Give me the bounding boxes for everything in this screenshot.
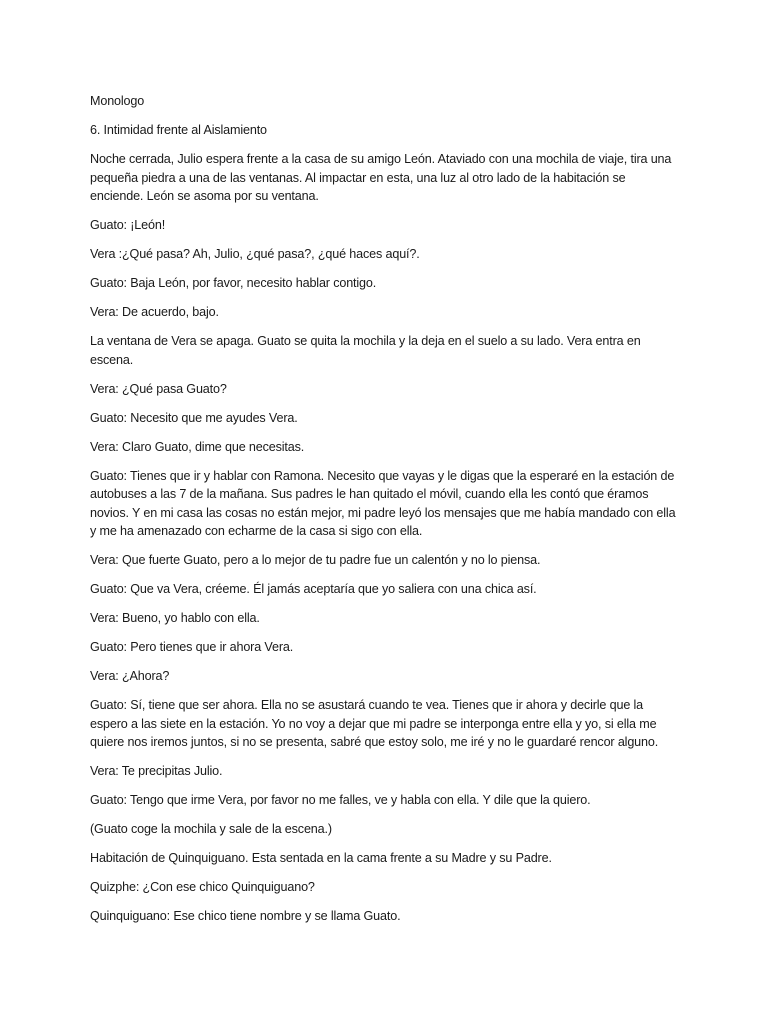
paragraph: Guato: Que va Vera, créeme. Él jamás aceptaría que yo saliera con una chica así. <box>90 582 537 596</box>
paragraph: Vera: ¿Ahora? <box>90 669 170 683</box>
paragraph: Vera: Claro Guato, dime que necesitas. <box>90 439 305 454</box>
paragraph: Guato: Tengo que irme Vera, por favor no me falles, ve y habla con ella. Y dile que la quiero. <box>90 793 591 807</box>
paragraph: Vera :¿Qué pasa? Ah, Julio, ¿qué pasa?, ¿qué haces aquí?. <box>90 247 420 261</box>
paragraph: Guato: Sí, tiene que ser ahora. Ella no se asustará cuando te vea. Tienes que ir ahora y decirle que la espero a las siete en la estación. Yo no voy a dejar que mi padre se interponga entre ella y yo, si ella me quiere nos iremos juntos, si no se presenta, sabré que estoy solo, me iré y no le guardaré rencor alguno. <box>90 698 659 749</box>
paragraph: Guato: Baja León, por favor, necesito hablar contigo. <box>90 276 377 290</box>
paragraph: Vera: Que fuerte Guato, pero a lo mejor de tu padre fue un calentón y no lo piensa. <box>90 553 541 567</box>
paragraph-list <box>90 150 680 926</box>
section-title: 6. Intimidad frente al Aislamiento <box>90 123 267 137</box>
paragraph: Noche cerrada, Julio espera frente a la casa de su amigo León. Ataviado con una mochila de viaje, tira una pequeña piedra a una de las ventanas. Al impactar en esta, una luz al otro lado de la habitación se enciende. León se asoma por su ventana. <box>90 152 672 203</box>
paragraph: Quinquiguano: Ese chico tiene nombre y se llama Guato. <box>90 909 401 923</box>
paragraph: Guato: Necesito que me ayudes Vera. <box>90 410 298 425</box>
paragraph: Habitación de Quinquiguano. Esta sentada en la cama frente a su Madre y su Padre. <box>90 851 552 865</box>
paragraph: Guato: ¡León! <box>90 218 166 232</box>
paragraph: La ventana de Vera se apaga. Guato se quita la mochila y la deja en el suelo a su lado. Vera entra en escena. <box>90 334 641 367</box>
paragraph: (Guato coge la mochila y sale de la escena.) <box>90 822 332 836</box>
paragraph: Vera: De acuerdo, bajo. <box>90 305 219 319</box>
paragraph: Quizphe: ¿Con ese chico Quinquiguano? <box>90 880 315 894</box>
paragraph: Guato: Tienes que ir y hablar con Ramona. Necesito que vayas y le digas que la esperaré en la estación de autobuses a las 7 de la mañana. Sus padres le han quitado el móvil, cuando ella les contó que éramos novios. Y en mi casa las cosas no están mejor, mi padre leyó los mensajes que me había mandado con ella y me ha amenazado con echarme de la casa si sigo con ella. <box>90 468 676 538</box>
paragraph: Vera: Bueno, yo hablo con ella. <box>90 611 260 625</box>
document-body <box>90 92 680 936</box>
paragraph: Guato: Pero tienes que ir ahora Vera. <box>90 640 294 654</box>
paragraph: Vera: Te precipitas Julio. <box>90 764 223 778</box>
document-heading: Monologo <box>90 94 145 108</box>
paragraph: Vera: ¿Qué pasa Guato? <box>90 381 227 396</box>
